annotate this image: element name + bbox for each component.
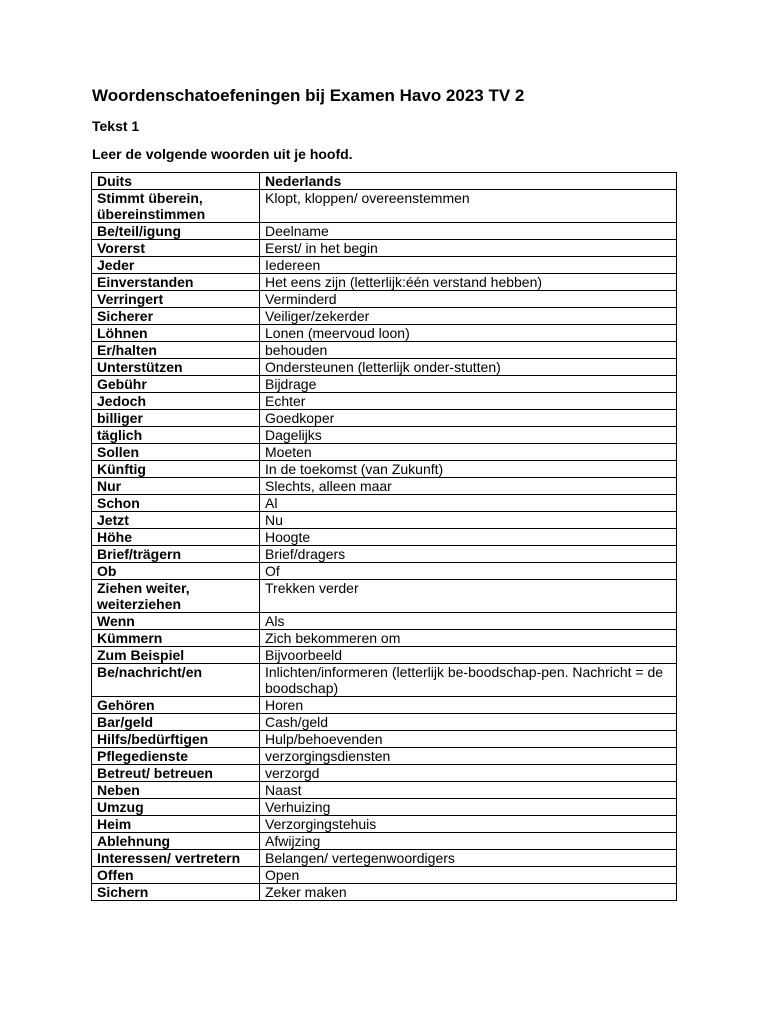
german-word-cell: Schon: [92, 495, 260, 512]
dutch-translation-cell: Al: [260, 495, 677, 512]
dutch-translation-cell: behouden: [260, 342, 677, 359]
dutch-translation-cell: Veiliger/zekerder: [260, 308, 677, 325]
table-row: [92, 240, 677, 257]
german-word-cell: Offen: [92, 867, 260, 884]
german-word-cell: Ablehnung: [92, 833, 260, 850]
dutch-translation-cell: Nu: [260, 512, 677, 529]
german-word-cell: Zum Beispiel: [92, 647, 260, 664]
vocabulary-table: [91, 172, 677, 901]
dutch-translation-cell: Zich bekommeren om: [260, 630, 677, 647]
german-word-cell: Wenn: [92, 613, 260, 630]
german-word-cell: Jedoch: [92, 393, 260, 410]
table-row: [92, 410, 677, 427]
german-word-cell: Be/teil/igung: [92, 223, 260, 240]
table-row: [92, 867, 677, 884]
german-word-cell: Sichern: [92, 884, 260, 901]
dutch-translation-cell: Brief/dragers: [260, 546, 677, 563]
table-row: [92, 274, 677, 291]
dutch-translation-cell: Naast: [260, 782, 677, 799]
german-word-cell: Sicherer: [92, 308, 260, 325]
table-row: [92, 563, 677, 580]
table-row: [92, 748, 677, 765]
dutch-translation-cell: Of: [260, 563, 677, 580]
dutch-translation-cell: Iedereen: [260, 257, 677, 274]
table-row: [92, 495, 677, 512]
dutch-translation-cell: Cash/geld: [260, 714, 677, 731]
dutch-translation-cell: Bijdrage: [260, 376, 677, 393]
table-row: [92, 613, 677, 630]
german-word-cell: Hilfs/bedürftigen: [92, 731, 260, 748]
dutch-translation-cell: Zeker maken: [260, 884, 677, 901]
table-body: [92, 190, 677, 901]
table-row: [92, 291, 677, 308]
table-row: [92, 461, 677, 478]
german-word-cell: Ob: [92, 563, 260, 580]
german-word-cell: Nur: [92, 478, 260, 495]
german-word-cell: Stimmt überein, übereinstimmen: [92, 190, 260, 223]
dutch-translation-cell: Verminderd: [260, 291, 677, 308]
table-row: [92, 884, 677, 901]
dutch-translation-cell: Als: [260, 613, 677, 630]
german-word-cell: Sollen: [92, 444, 260, 461]
dutch-translation-cell: Open: [260, 867, 677, 884]
german-word-cell: täglich: [92, 427, 260, 444]
table-row: [92, 393, 677, 410]
table-row: [92, 190, 677, 223]
dutch-translation-cell: verzorgd: [260, 765, 677, 782]
german-word-cell: Gebühr: [92, 376, 260, 393]
german-word-cell: Interessen/ vertretern: [92, 850, 260, 867]
german-word-cell: Höhe: [92, 529, 260, 546]
document-title: Woordenschatoefeningen bij Examen Havo 2023 TV 2: [92, 86, 525, 105]
instruction-text: Leer de volgende woorden uit je hoofd.: [92, 146, 353, 162]
table-row: [92, 359, 677, 376]
dutch-translation-cell: Eerst/ in het begin: [260, 240, 677, 257]
table-row: [92, 782, 677, 799]
dutch-translation-cell: Hoogte: [260, 529, 677, 546]
dutch-translation-cell: Goedkoper: [260, 410, 677, 427]
section-heading: Tekst 1: [92, 118, 140, 134]
table-header-row: [92, 173, 677, 190]
german-word-cell: Jeder: [92, 257, 260, 274]
dutch-translation-cell: Dagelijks: [260, 427, 677, 444]
dutch-translation-cell: Horen: [260, 697, 677, 714]
table-row: [92, 647, 677, 664]
dutch-translation-cell: Slechts, alleen maar: [260, 478, 677, 495]
german-word-cell: Jetzt: [92, 512, 260, 529]
german-word-cell: Künftig: [92, 461, 260, 478]
dutch-translation-cell: Moeten: [260, 444, 677, 461]
table-row: [92, 630, 677, 647]
table-row: [92, 765, 677, 782]
table-row: [92, 478, 677, 495]
table-row: [92, 664, 677, 697]
dutch-translation-cell: Deelname: [260, 223, 677, 240]
german-word-cell: Er/halten: [92, 342, 260, 359]
german-word-cell: billiger: [92, 410, 260, 427]
german-word-cell: Bar/geld: [92, 714, 260, 731]
german-word-cell: Pflegedienste: [92, 748, 260, 765]
table-row: [92, 325, 677, 342]
dutch-translation-cell: Hulp/behoevenden: [260, 731, 677, 748]
german-word-cell: Heim: [92, 816, 260, 833]
table-row: [92, 308, 677, 325]
german-word-cell: Umzug: [92, 799, 260, 816]
german-word-cell: Unterstützen: [92, 359, 260, 376]
german-word-cell: Be/nachricht/en: [92, 664, 260, 697]
german-word-cell: Löhnen: [92, 325, 260, 342]
dutch-translation-cell: Echter: [260, 393, 677, 410]
german-word-cell: Betreut/ betreuen: [92, 765, 260, 782]
column-header-dutch: Nederlands: [260, 173, 677, 190]
table-row: [92, 731, 677, 748]
dutch-translation-cell: Het eens zijn (letterlijk:één verstand hebben): [260, 274, 677, 291]
german-word-cell: Brief/trägern: [92, 546, 260, 563]
dutch-translation-cell: verzorgingsdiensten: [260, 748, 677, 765]
german-word-cell: Vorerst: [92, 240, 260, 257]
dutch-translation-cell: Trekken verder: [260, 580, 677, 613]
german-word-cell: Ziehen weiter, weiterziehen: [92, 580, 260, 613]
german-word-cell: Verringert: [92, 291, 260, 308]
table-row: [92, 257, 677, 274]
german-word-cell: Gehören: [92, 697, 260, 714]
dutch-translation-cell: Belangen/ vertegenwoordigers: [260, 850, 677, 867]
dutch-translation-cell: Verhuizing: [260, 799, 677, 816]
dutch-translation-cell: Lonen (meervoud loon): [260, 325, 677, 342]
dutch-translation-cell: Inlichten/informeren (letterlijk be-boodschap-pen. Nachricht = de boodschap): [260, 664, 677, 697]
table-row: [92, 816, 677, 833]
table-row: [92, 512, 677, 529]
dutch-translation-cell: Ondersteunen (letterlijk onder-stutten): [260, 359, 677, 376]
german-word-cell: Kümmern: [92, 630, 260, 647]
table-row: [92, 376, 677, 393]
dutch-translation-cell: Bijvoorbeeld: [260, 647, 677, 664]
table-row: [92, 799, 677, 816]
table-row: [92, 580, 677, 613]
table-row: [92, 697, 677, 714]
table-row: [92, 223, 677, 240]
table-row: [92, 833, 677, 850]
table-row: [92, 427, 677, 444]
dutch-translation-cell: In de toekomst (van Zukunft): [260, 461, 677, 478]
dutch-translation-cell: Afwijzing: [260, 833, 677, 850]
german-word-cell: Neben: [92, 782, 260, 799]
table-row: [92, 529, 677, 546]
german-word-cell: Einverstanden: [92, 274, 260, 291]
dutch-translation-cell: Verzorgingstehuis: [260, 816, 677, 833]
dutch-translation-cell: Klopt, kloppen/ overeenstemmen: [260, 190, 677, 223]
table-row: [92, 342, 677, 359]
table-row: [92, 714, 677, 731]
table-row: [92, 546, 677, 563]
column-header-german: Duits: [92, 173, 260, 190]
table-row: [92, 444, 677, 461]
table-row: [92, 850, 677, 867]
